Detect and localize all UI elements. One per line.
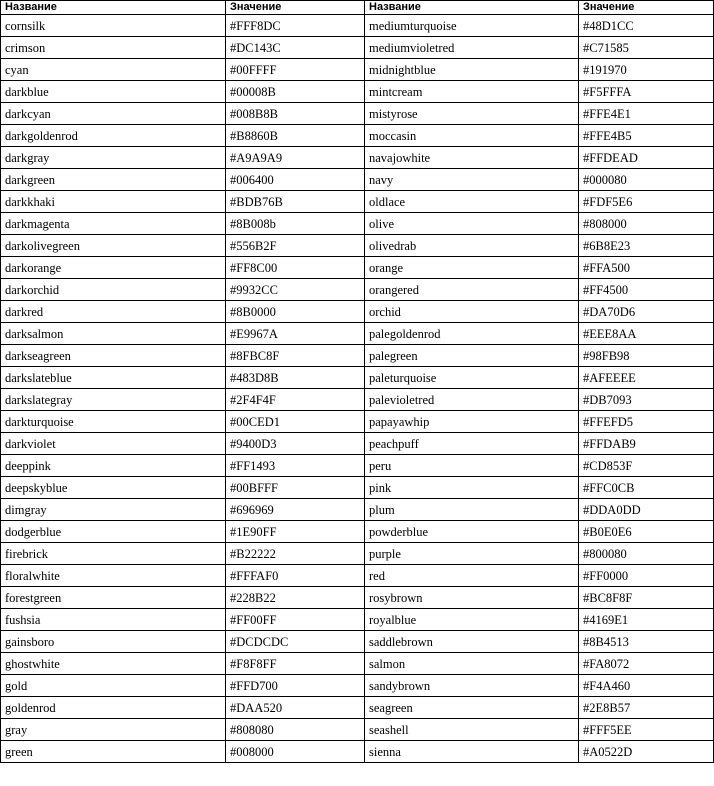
color-value-cell: #FFF5EE	[579, 719, 714, 741]
color-value-cell: #FFFAF0	[226, 565, 365, 587]
color-value-cell: #2F4F4F	[226, 389, 365, 411]
color-name-cell: orchid	[365, 301, 579, 323]
color-value-cell: #6B8E23	[579, 235, 714, 257]
color-name-cell: darkseagreen	[1, 345, 226, 367]
color-name-cell: powderblue	[365, 521, 579, 543]
color-name-cell: saddlebrown	[365, 631, 579, 653]
color-value-cell: #BC8F8F	[579, 587, 714, 609]
color-name-cell: mintcream	[365, 81, 579, 103]
color-value-cell: #B22222	[226, 543, 365, 565]
color-name-cell: purple	[365, 543, 579, 565]
table-row	[1, 103, 714, 125]
color-value-cell: #F8F8FF	[226, 653, 365, 675]
table-row	[1, 609, 714, 631]
color-name-cell: gray	[1, 719, 226, 741]
color-value-cell: #FFD700	[226, 675, 365, 697]
color-name-cell: cornsilk	[1, 15, 226, 37]
header-value-left: Значение	[226, 1, 365, 15]
color-name-cell: crimson	[1, 37, 226, 59]
header-name-left: Название	[1, 1, 226, 15]
color-value-cell: #FF8C00	[226, 257, 365, 279]
color-name-cell: darkgreen	[1, 169, 226, 191]
table-row	[1, 213, 714, 235]
color-value-cell: #FA8072	[579, 653, 714, 675]
color-value-cell: #00008B	[226, 81, 365, 103]
color-value-cell: #191970	[579, 59, 714, 81]
table-row	[1, 565, 714, 587]
color-name-cell: forestgreen	[1, 587, 226, 609]
color-name-cell: green	[1, 741, 226, 763]
color-name-cell: darkgray	[1, 147, 226, 169]
table-row	[1, 345, 714, 367]
table-row	[1, 477, 714, 499]
color-name-cell: gold	[1, 675, 226, 697]
color-name-cell: rosybrown	[365, 587, 579, 609]
color-name-cell: mistyrose	[365, 103, 579, 125]
table-row	[1, 125, 714, 147]
table-row	[1, 59, 714, 81]
table-row	[1, 543, 714, 565]
color-name-cell: navy	[365, 169, 579, 191]
color-value-cell: #FFC0CB	[579, 477, 714, 499]
color-name-cell: orange	[365, 257, 579, 279]
color-value-cell: #FF0000	[579, 565, 714, 587]
color-name-cell: seagreen	[365, 697, 579, 719]
color-value-cell: #48D1CC	[579, 15, 714, 37]
color-name-cell: mediumvioletred	[365, 37, 579, 59]
table-row	[1, 37, 714, 59]
color-value-cell: #FF00FF	[226, 609, 365, 631]
color-value-cell: #FFF8DC	[226, 15, 365, 37]
color-name-cell: ghostwhite	[1, 653, 226, 675]
color-value-cell: #00FFFF	[226, 59, 365, 81]
table-row	[1, 697, 714, 719]
color-name-cell: moccasin	[365, 125, 579, 147]
color-value-cell: #DAA520	[226, 697, 365, 719]
table-row	[1, 587, 714, 609]
color-value-cell: #2E8B57	[579, 697, 714, 719]
color-value-cell: #FF1493	[226, 455, 365, 477]
color-name-cell: darkmagenta	[1, 213, 226, 235]
table-row	[1, 15, 714, 37]
color-value-cell: #AFEEEE	[579, 367, 714, 389]
table-row	[1, 147, 714, 169]
color-value-cell: #EEE8AA	[579, 323, 714, 345]
color-name-cell: darkslategray	[1, 389, 226, 411]
table-row	[1, 191, 714, 213]
color-value-cell: #808000	[579, 213, 714, 235]
color-name-cell: palevioletred	[365, 389, 579, 411]
color-name-cell: papayawhip	[365, 411, 579, 433]
color-name-cell: olivedrab	[365, 235, 579, 257]
color-name-cell: peachpuff	[365, 433, 579, 455]
color-value-cell: #696969	[226, 499, 365, 521]
color-value-cell: #E9967A	[226, 323, 365, 345]
color-name-cell: oldlace	[365, 191, 579, 213]
color-name-cell: fushsia	[1, 609, 226, 631]
table-row	[1, 301, 714, 323]
color-value-cell: #483D8B	[226, 367, 365, 389]
color-value-cell: #008000	[226, 741, 365, 763]
color-value-cell: #DC143C	[226, 37, 365, 59]
color-name-cell: darkviolet	[1, 433, 226, 455]
table-body	[1, 15, 714, 763]
color-value-cell: #8FBC8F	[226, 345, 365, 367]
table-row	[1, 455, 714, 477]
color-name-cell: firebrick	[1, 543, 226, 565]
color-value-cell: #808080	[226, 719, 365, 741]
color-value-cell: #FFA500	[579, 257, 714, 279]
header-name-right: Название	[365, 1, 579, 15]
table-row	[1, 631, 714, 653]
color-name-cell: sandybrown	[365, 675, 579, 697]
color-value-cell: #4169E1	[579, 609, 714, 631]
color-value-cell: #9932CC	[226, 279, 365, 301]
color-name-cell: orangered	[365, 279, 579, 301]
table-row	[1, 675, 714, 697]
color-name-cell: red	[365, 565, 579, 587]
color-value-cell: #8B0000	[226, 301, 365, 323]
color-name-cell: darkkhaki	[1, 191, 226, 213]
table-row	[1, 653, 714, 675]
color-name-cell: darkorchid	[1, 279, 226, 301]
color-name-cell: midnightblue	[365, 59, 579, 81]
color-value-cell: #008B8B	[226, 103, 365, 125]
table-row	[1, 741, 714, 763]
table-row	[1, 499, 714, 521]
table-row	[1, 81, 714, 103]
color-name-cell: palegreen	[365, 345, 579, 367]
color-value-cell: #9400D3	[226, 433, 365, 455]
color-name-cell: dimgray	[1, 499, 226, 521]
table-row	[1, 279, 714, 301]
color-name-cell: cyan	[1, 59, 226, 81]
table-row	[1, 169, 714, 191]
table-row	[1, 235, 714, 257]
color-value-cell: #F4A460	[579, 675, 714, 697]
color-value-cell: #A9A9A9	[226, 147, 365, 169]
color-name-cell: darkcyan	[1, 103, 226, 125]
table-row	[1, 367, 714, 389]
color-value-cell: #BDB76B	[226, 191, 365, 213]
color-value-cell: #8B008b	[226, 213, 365, 235]
color-name-cell: darkred	[1, 301, 226, 323]
color-name-cell: sienna	[365, 741, 579, 763]
color-value-cell: #00CED1	[226, 411, 365, 433]
color-value-cell: #F5FFFA	[579, 81, 714, 103]
color-name-cell: olive	[365, 213, 579, 235]
color-value-cell: #A0522D	[579, 741, 714, 763]
color-name-cell: floralwhite	[1, 565, 226, 587]
color-name-cell: darkorange	[1, 257, 226, 279]
color-value-cell: #DDA0DD	[579, 499, 714, 521]
color-name-cell: salmon	[365, 653, 579, 675]
table-row	[1, 411, 714, 433]
table-row	[1, 257, 714, 279]
color-name-cell: goldenrod	[1, 697, 226, 719]
color-value-cell: #00BFFF	[226, 477, 365, 499]
color-name-cell: navajowhite	[365, 147, 579, 169]
color-name-cell: darkturquoise	[1, 411, 226, 433]
color-name-cell: paleturquoise	[365, 367, 579, 389]
color-value-cell: #FDF5E6	[579, 191, 714, 213]
color-value-cell: #006400	[226, 169, 365, 191]
table-row	[1, 433, 714, 455]
table-row	[1, 719, 714, 741]
color-value-cell: #98FB98	[579, 345, 714, 367]
color-name-cell: royalblue	[365, 609, 579, 631]
color-name-cell: mediumturquoise	[365, 15, 579, 37]
color-value-cell: #DA70D6	[579, 301, 714, 323]
color-value-cell: #FFDEAD	[579, 147, 714, 169]
header-row	[1, 1, 714, 15]
color-name-cell: darkgoldenrod	[1, 125, 226, 147]
color-value-cell: #000080	[579, 169, 714, 191]
table-header	[1, 1, 714, 15]
color-value-cell: #228B22	[226, 587, 365, 609]
color-name-cell: darkolivegreen	[1, 235, 226, 257]
color-name-cell: dodgerblue	[1, 521, 226, 543]
color-value-cell: #B0E0E6	[579, 521, 714, 543]
color-value-cell: #FFE4E1	[579, 103, 714, 125]
color-name-cell: gainsboro	[1, 631, 226, 653]
header-value-right: Значение	[579, 1, 714, 15]
color-name-cell: darkslateblue	[1, 367, 226, 389]
color-name-cell: peru	[365, 455, 579, 477]
color-name-cell: darkblue	[1, 81, 226, 103]
table-row	[1, 323, 714, 345]
color-value-cell: #B8860B	[226, 125, 365, 147]
color-value-cell: #FFE4B5	[579, 125, 714, 147]
color-value-cell: #800080	[579, 543, 714, 565]
table-row	[1, 521, 714, 543]
color-name-cell: deepskyblue	[1, 477, 226, 499]
color-name-cell: palegoldenrod	[365, 323, 579, 345]
color-name-cell: pink	[365, 477, 579, 499]
color-value-cell: #DB7093	[579, 389, 714, 411]
color-value-cell: #CD853F	[579, 455, 714, 477]
table-row	[1, 389, 714, 411]
color-name-cell: deeppink	[1, 455, 226, 477]
color-value-cell: #C71585	[579, 37, 714, 59]
color-name-cell: plum	[365, 499, 579, 521]
color-value-cell: #FFEFD5	[579, 411, 714, 433]
color-name-cell: seashell	[365, 719, 579, 741]
color-value-cell: #8B4513	[579, 631, 714, 653]
color-value-cell: #1E90FF	[226, 521, 365, 543]
color-value-cell: #FFDAB9	[579, 433, 714, 455]
color-value-cell: #FF4500	[579, 279, 714, 301]
color-value-cell: #DCDCDC	[226, 631, 365, 653]
color-name-cell: darksalmon	[1, 323, 226, 345]
color-value-cell: #556B2F	[226, 235, 365, 257]
